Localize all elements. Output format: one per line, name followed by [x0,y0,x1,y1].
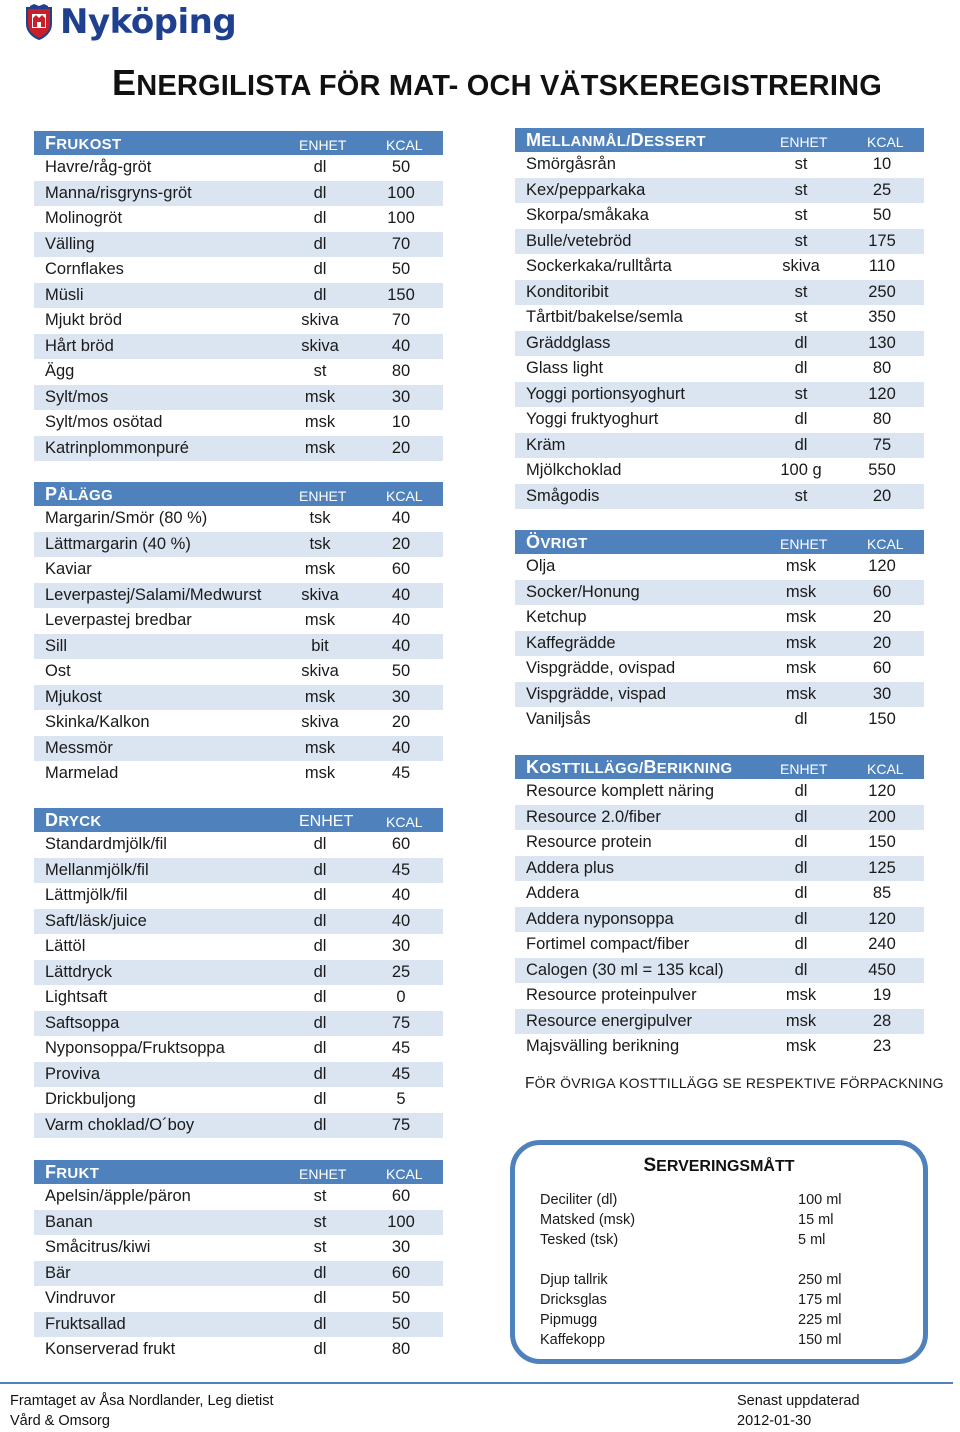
footer-updated-label: Senast uppdaterad [737,1393,860,1409]
item-name: Gräddglass [526,333,611,352]
item-name: Vispgrädde, ovispad [526,659,676,677]
table-row: Kräm dl 75 [515,433,924,459]
table-row: Lättdryck dl 25 [34,960,443,986]
note [525,1075,944,1093]
kcal-header: KCAL [867,134,904,150]
item-name: Mellanmjölk/fil [45,860,149,879]
category-title [526,130,706,151]
item-name: Addera [526,884,580,902]
table-row: Sylt/mos osötad msk 10 [45,413,411,431]
serving-label: Dricksglas [540,1292,607,1308]
item-name: Marmelad [45,764,119,782]
item-name: Lättöl [45,937,86,955]
serving-title-rest: ERVERINGSMÅTT [656,1158,795,1175]
item-name: Lightsaft [45,988,108,1006]
item-name: Olja [526,557,556,575]
item-name: Fortimel compact/fiber [526,935,690,953]
footer-updated-date: 2012-01-30 [737,1413,812,1429]
item-name: Messmör [45,738,113,757]
item-name: Mjukt bröd [45,311,123,329]
item-name: Resource protein [526,833,652,851]
table-row: Standardmjölk/fil dl 60 [45,835,411,853]
table-row: Kex/pepparkaka st 25 [515,178,924,204]
serving-label: Kaffekopp [540,1332,606,1348]
table-row: Manna/risgryns-gröt dl 100 [34,181,443,207]
table-row: Nyponsoppa/Fruktsoppa dl 45 [45,1039,411,1057]
serving-label: Pipmugg [540,1312,598,1328]
item-name: Socker/Honung [526,582,640,601]
table-row: Bulle/vetebröd st 175 [515,229,924,255]
table-row: Lättmargarin (40 %) tsk 20 [34,532,443,558]
table-row: Saftsoppa dl 75 [34,1011,443,1037]
item-name: Lättdryck [45,962,112,981]
unit-header: ENHET [299,488,347,504]
table-mellanmal [515,128,924,509]
note-initial: F [525,1075,535,1092]
category-initial: Ö [526,532,541,552]
table-row: Konditoribit st 250 [515,280,924,306]
item-name: Ägg [45,362,75,380]
item-name: Sylt/mos osötad [45,413,163,431]
table-row: Lättmjölk/fil dl 40 [45,886,411,904]
table-row: Kaviar msk 60 [45,560,411,578]
table-row: Kaffegrädde msk 20 [515,631,924,657]
table-row: Mellanmjölk/fil dl 45 [34,858,443,884]
item-name: Smörgåsrån [526,155,616,173]
table-row: Resource energipulver msk 28 [515,1009,924,1035]
table-row: Yoggi fruktyoghurt dl 80 [526,410,892,428]
item-name: Addera plus [526,858,615,877]
item-name: Mjölkchoklad [526,461,622,479]
table-row: Smörgåsrån st 10 [526,155,892,173]
table-row: Saft/läsk/juice dl 40 [34,909,443,935]
table-row: Skinka/Kalkon skiva 20 [45,713,411,731]
unit-header: ENHET [299,813,354,830]
item-name: Banan [45,1212,93,1231]
item-name: Sockerkaka/rulltårta [526,257,672,275]
kcal-header: KCAL [386,814,423,830]
table-row: Ost skiva 50 [45,662,411,680]
table-row: Bär dl 60 [34,1261,443,1287]
serving-label: Matsked (msk) [540,1212,636,1228]
table-row: Lightsaft dl 0 [45,988,406,1006]
item-name: Standardmjölk/fil [45,835,167,853]
table-row: Konserverad frukt dl 80 [45,1340,411,1358]
table-row: Sylt/mos msk 30 [34,385,443,411]
item-name: Resource proteinpulver [526,986,697,1004]
category-initial-2: D [630,130,644,150]
item-name: Vispgrädde, vispad [526,684,667,703]
serving-value: 175 ml [798,1292,842,1308]
item-name: Saft/läsk/juice [45,911,147,930]
category-initial: F [45,133,57,153]
table-row: Addera plus dl 125 [515,856,924,882]
category-rest-2: ERIKNING [656,760,733,777]
table-row: Molinogröt dl 100 [45,209,415,227]
item-name: Skinka/Kalkon [45,713,150,731]
item-name: Fruktsallad [45,1314,126,1333]
item-name: Kräm [526,435,566,454]
table-kosttillagg [515,755,924,1060]
table-row: Sill bit 40 [34,634,443,660]
unit-header: ENHET [299,137,347,153]
table-row: Majsvälling berikning msk 23 [526,1037,892,1055]
category-title [45,1162,99,1183]
kcal-header: KCAL [867,761,904,777]
table-row: Resource proteinpulver msk 19 [526,986,892,1004]
table-row: Banan st 100 [34,1210,443,1236]
table-row: Resource 2.0/fiber dl 200 [515,805,924,831]
footer-author: Framtaget av Åsa Nordlander, Leg dietist [10,1393,274,1409]
item-name: Proviva [45,1064,101,1083]
item-name: Molinogröt [45,209,123,227]
table-row: Olja msk 120 [526,557,896,575]
table-row: Ägg st 80 [45,362,411,380]
table-frukt [34,1160,443,1363]
item-name: Varm choklad/O´boy [45,1115,195,1134]
table-row: Leverpastej/Salami/Medwurst skiva 40 [34,583,443,609]
table-row: Cornflakes dl 50 [45,260,411,278]
category-rest: ÅLÄGG [57,487,113,504]
category-rest: RYCK [58,813,102,830]
item-name: Drickbuljong [45,1090,136,1108]
item-name: Lättmjölk/fil [45,886,128,904]
item-name: Majsvälling berikning [526,1037,680,1055]
serving-value: 250 ml [798,1272,842,1288]
table-row: Mjukost msk 30 [34,685,443,711]
category-initial-2: B [643,757,657,777]
item-name: Katrinplommonpuré [45,438,189,457]
table-palagg [34,482,443,787]
table-row: Välling dl 70 [34,232,443,258]
table-row: Skorpa/småkaka st 50 [526,206,892,224]
title-initial: E [112,62,137,103]
table-row: Fortimel compact/fiber dl 240 [526,935,896,953]
category-rest-2: ESSERT [643,133,706,150]
item-name: Cornflakes [45,260,124,278]
category-rest: OSTTILLÄGG/ [539,760,644,777]
item-name: Bulle/vetebröd [526,231,632,250]
table-header [34,808,443,832]
footer-divider [0,1382,953,1384]
table-row: Glass light dl 80 [526,359,892,377]
item-name: Apelsin/äpple/päron [45,1187,191,1205]
category-initial: M [526,130,542,150]
page-title [112,62,882,104]
table-row: Smågodis st 20 [515,484,924,510]
serving-value: 150 ml [798,1332,842,1348]
table-header [515,755,924,779]
table-row: Tårtbit/bakelse/semla st 350 [526,308,896,326]
item-name: Margarin/Smör (80 %) [45,509,208,527]
table-row: Marmelad msk 45 [45,764,411,782]
item-name: Konserverad frukt [45,1340,176,1358]
category-title [45,810,101,831]
item-name: Yoggi fruktyoghurt [526,410,659,428]
kcal-header: KCAL [386,137,423,153]
unit-header: ENHET [299,1166,347,1182]
kcal-header: KCAL [867,536,904,552]
item-name: Sill [45,636,68,655]
table-row: Katrinplommonpuré msk 20 [34,436,443,462]
item-name: Småcitrus/kiwi [45,1238,151,1256]
category-title [45,484,113,505]
table-row: Margarin/Smör (80 %) tsk 40 [45,509,411,527]
item-name: Saftsoppa [45,1013,120,1032]
logo [24,2,236,42]
table-row: Gräddglass dl 130 [515,331,924,357]
crest-icon [24,4,54,40]
item-name: Vaniljsås [526,710,591,728]
item-name: Resource energipulver [526,1011,693,1030]
table-header [515,530,924,554]
table-ovrigt [515,530,924,733]
table-row: Müsli dl 150 [34,283,443,309]
table-row: Leverpastej bredbar msk 40 [45,611,411,629]
category-rest: ELLANMÅL/ [541,133,631,150]
serving-title [515,1155,923,1177]
table-row: Havre/råg-gröt dl 50 [45,158,411,176]
item-name: Calogen (30 ml = 135 kcal) [526,960,724,979]
category-initial: D [45,810,59,830]
item-name: Bär [45,1263,71,1282]
table-row: Vispgrädde, vispad msk 30 [515,682,924,708]
category-rest: RUKOST [56,136,122,153]
item-name: Resource 2.0/fiber [526,807,661,826]
serving-title-initial: S [643,1155,657,1176]
table-row: Sockerkaka/rulltårta skiva 110 [526,257,896,275]
table-row: Vaniljsås dl 150 [526,710,896,728]
serving-value: 15 ml [798,1212,834,1228]
table-row: Proviva dl 45 [34,1062,443,1088]
table-row: Apelsin/äpple/päron st 60 [45,1187,411,1205]
item-name: Välling [45,234,95,253]
item-name: Tårtbit/bakelse/semla [526,308,683,326]
serving-value: 225 ml [798,1312,842,1328]
table-frukost [34,131,443,461]
item-name: Mjukost [45,687,102,706]
item-name: Resource komplett näring [526,782,715,800]
item-name: Ost [45,662,71,680]
table-row: Vispgrädde, ovispad msk 60 [526,659,892,677]
logo-name: Nyköping [60,2,237,42]
category-title [526,532,588,553]
item-name: Leverpastej bredbar [45,611,192,629]
serving-label: Djup tallrik [540,1272,608,1288]
item-name: Skorpa/småkaka [526,206,649,224]
kcal-header: KCAL [386,488,423,504]
category-rest: RUKT [56,1165,100,1182]
table-row: Addera nyponsoppa dl 120 [515,907,924,933]
serving-box [510,1140,928,1364]
table-row: Mjukt bröd skiva 70 [45,311,411,329]
unit-header: ENHET [780,761,828,777]
table-row: Vindruvor dl 50 [45,1289,411,1307]
category-rest: VRIGT [540,535,588,552]
serving-value: 5 ml [798,1232,826,1248]
table-dryck [34,808,443,1138]
table-row: Socker/Honung msk 60 [515,580,924,606]
table-row: Resource protein dl 150 [526,833,896,851]
table-row: Mjölkchoklad 100 g 550 [526,461,896,479]
serving-value: 100 ml [798,1192,842,1208]
item-name: Müsli [45,285,84,304]
table-header [34,1160,443,1184]
table-row: Yoggi portionsyoghurt st 120 [515,382,924,408]
item-name: Manna/risgryns-gröt [45,183,192,202]
table-row: Addera dl 85 [526,884,892,902]
category-title [526,757,733,778]
item-name: Leverpastej/Salami/Medwurst [45,585,262,604]
table-row: Calogen (30 ml = 135 kcal) dl 450 [515,958,924,984]
unit-header: ENHET [780,134,828,150]
item-name: Yoggi portionsyoghurt [526,384,686,403]
table-row: Lättöl dl 30 [45,937,411,955]
serving-label: Tesked (tsk) [540,1232,619,1248]
item-name: Addera nyponsoppa [526,909,674,928]
table-header [34,482,443,506]
item-name: Kaffegrädde [526,633,616,652]
table-row: Småcitrus/kiwi st 30 [45,1238,411,1256]
unit-header: ENHET [780,536,828,552]
item-name: Glass light [526,359,604,377]
category-initial: K [526,757,540,777]
item-name: Vindruvor [45,1289,116,1307]
note-text: ÖR ÖVRIGA KOSTTILLÄGG SE RESPEKTIVE FÖRPACKNING [534,1075,944,1091]
table-row: Hårt bröd skiva 40 [34,334,443,360]
table-header [34,131,443,155]
item-name: Kaviar [45,560,92,578]
table-row: Drickbuljong dl 5 [45,1090,406,1108]
table-row: Ketchup msk 20 [526,608,892,626]
serving-label: Deciliter (dl) [540,1192,618,1208]
kcal-header: KCAL [386,1166,423,1182]
table-row: Messmör msk 40 [34,736,443,762]
item-name: Nyponsoppa/Fruktsoppa [45,1039,225,1057]
title-rest: NERGILISTA FÖR MAT- OCH VÄTSKEREGISTRERING [136,70,882,102]
item-name: Havre/råg-gröt [45,158,152,176]
item-name: Smågodis [526,486,600,505]
footer-dept: Vård & Omsorg [10,1413,110,1429]
category-initial: F [45,1162,57,1182]
item-name: Konditoribit [526,282,609,301]
item-name: Ketchup [526,608,587,626]
item-name: Hårt bröd [45,336,114,355]
table-row: Fruktsallad dl 50 [34,1312,443,1338]
item-name: Kex/pepparkaka [526,180,646,199]
category-initial: P [45,484,58,504]
item-name: Lättmargarin (40 %) [45,534,191,553]
category-title [45,133,121,154]
item-name: Sylt/mos [45,387,109,406]
table-row: Varm choklad/O´boy dl 75 [34,1113,443,1139]
table-row: Resource komplett näring dl 120 [526,782,896,800]
table-header [515,128,924,152]
